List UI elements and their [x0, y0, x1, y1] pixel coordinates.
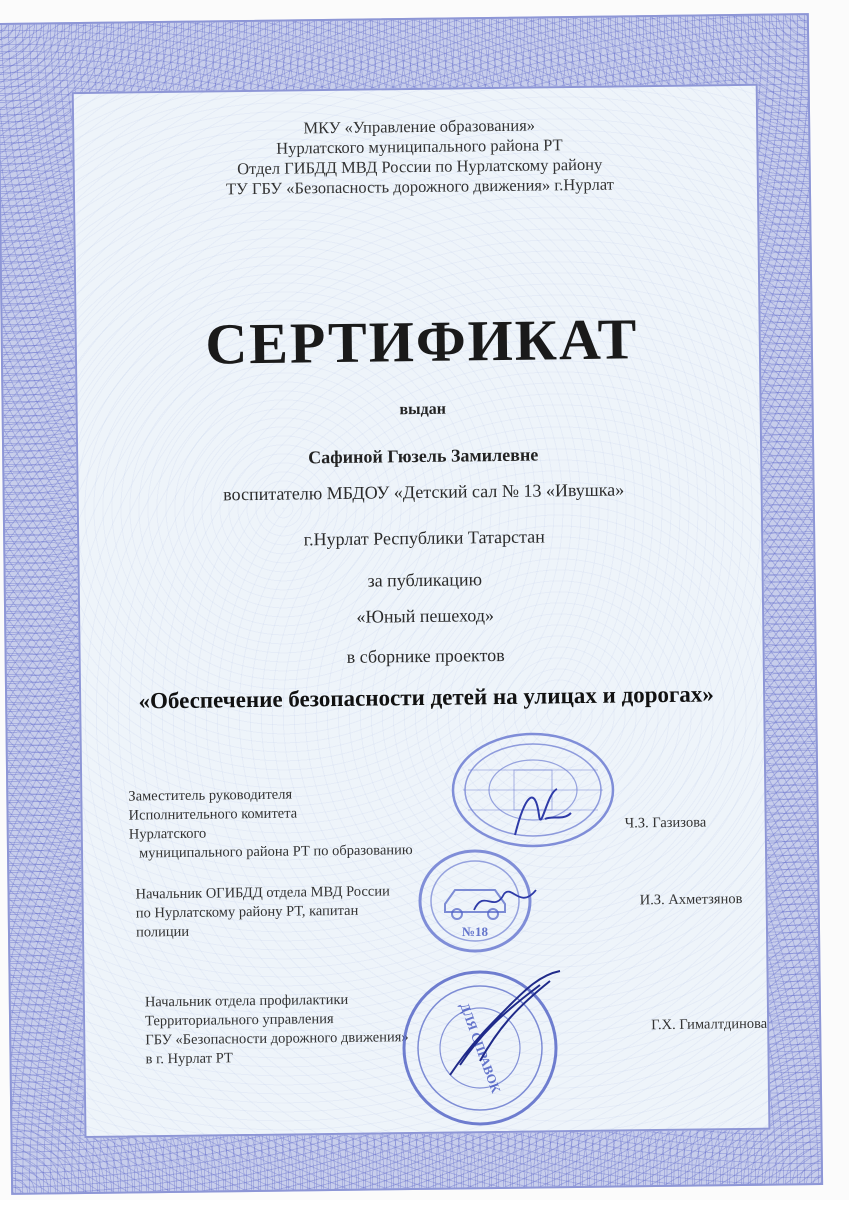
header-line-3: Отдел ГИБДД МВД России по Нурлатскому району — [237, 154, 603, 179]
recipient-position: воспитателю МБДОУ «Детский сал № 13 «Ивушка» — [223, 479, 625, 505]
signatory-1-line: Нурлатского — [128, 825, 207, 843]
recipient-city: г.Нурлат Республики Татарстан — [303, 526, 545, 550]
signatory-1-title — [128, 784, 413, 863]
signatory-3-line: ГБУ «Безопасности дорожного движения» — [145, 1029, 409, 1049]
signatory-1-line: Исполнительного комитета — [128, 805, 298, 824]
signatory-3-line: Территориального управления — [145, 1011, 334, 1030]
certificate-title: СЕРТИФИКАТ — [204, 306, 639, 377]
signatory-1-line: Заместитель руководителя — [128, 786, 293, 805]
signatory-2-line: полиции — [135, 923, 190, 941]
signatory-3-name: Г.Х. Гималтдинова — [651, 1015, 768, 1034]
collection-title: «Обеспечение безопасности детей на улицах и дорогах» — [138, 681, 714, 714]
signatory-2-line: Начальник ОГИБДД отдела МВД России — [135, 883, 390, 903]
header-line-2: Нурлатского муниципального района РТ — [276, 135, 563, 158]
signatory-1-line: муниципального района РТ по образованию — [138, 842, 413, 862]
signatory-2-line: по Нурлатскому району РТ, капитан — [135, 902, 359, 922]
signatory-3-title — [145, 990, 409, 1069]
signature-1 — [505, 775, 575, 845]
publication-title: «Юный пешеход» — [356, 605, 495, 627]
signatory-1-name: Ч.З. Газизова — [624, 814, 707, 832]
signatory-2-name: И.З. Ахметзянов — [639, 891, 743, 909]
signature-2 — [470, 880, 540, 920]
signatory-3-line: Начальник отдела профилактики — [144, 991, 349, 1011]
for-publication-label: за публикацию — [367, 569, 483, 591]
signatory-2-title — [135, 882, 390, 942]
header-line-4: ТУ ГБУ «Безопасность дорожного движения» г.Нурлат — [225, 174, 614, 199]
signatory-3-line: в г. Нурлат РТ — [145, 1050, 233, 1068]
road-safety-seal-center: ДЛЯ СПРАВОК — [457, 1000, 504, 1095]
police-seal-number: №18 — [461, 924, 489, 939]
issued-label: выдан — [399, 400, 446, 419]
in-collection-label: в сборнике проектов — [346, 644, 505, 667]
header-line-1: МКУ «Управление образования» — [303, 115, 536, 138]
recipient-name: Сафиной Гюзель Замилевне — [308, 444, 539, 468]
signature-3 — [430, 965, 570, 1085]
